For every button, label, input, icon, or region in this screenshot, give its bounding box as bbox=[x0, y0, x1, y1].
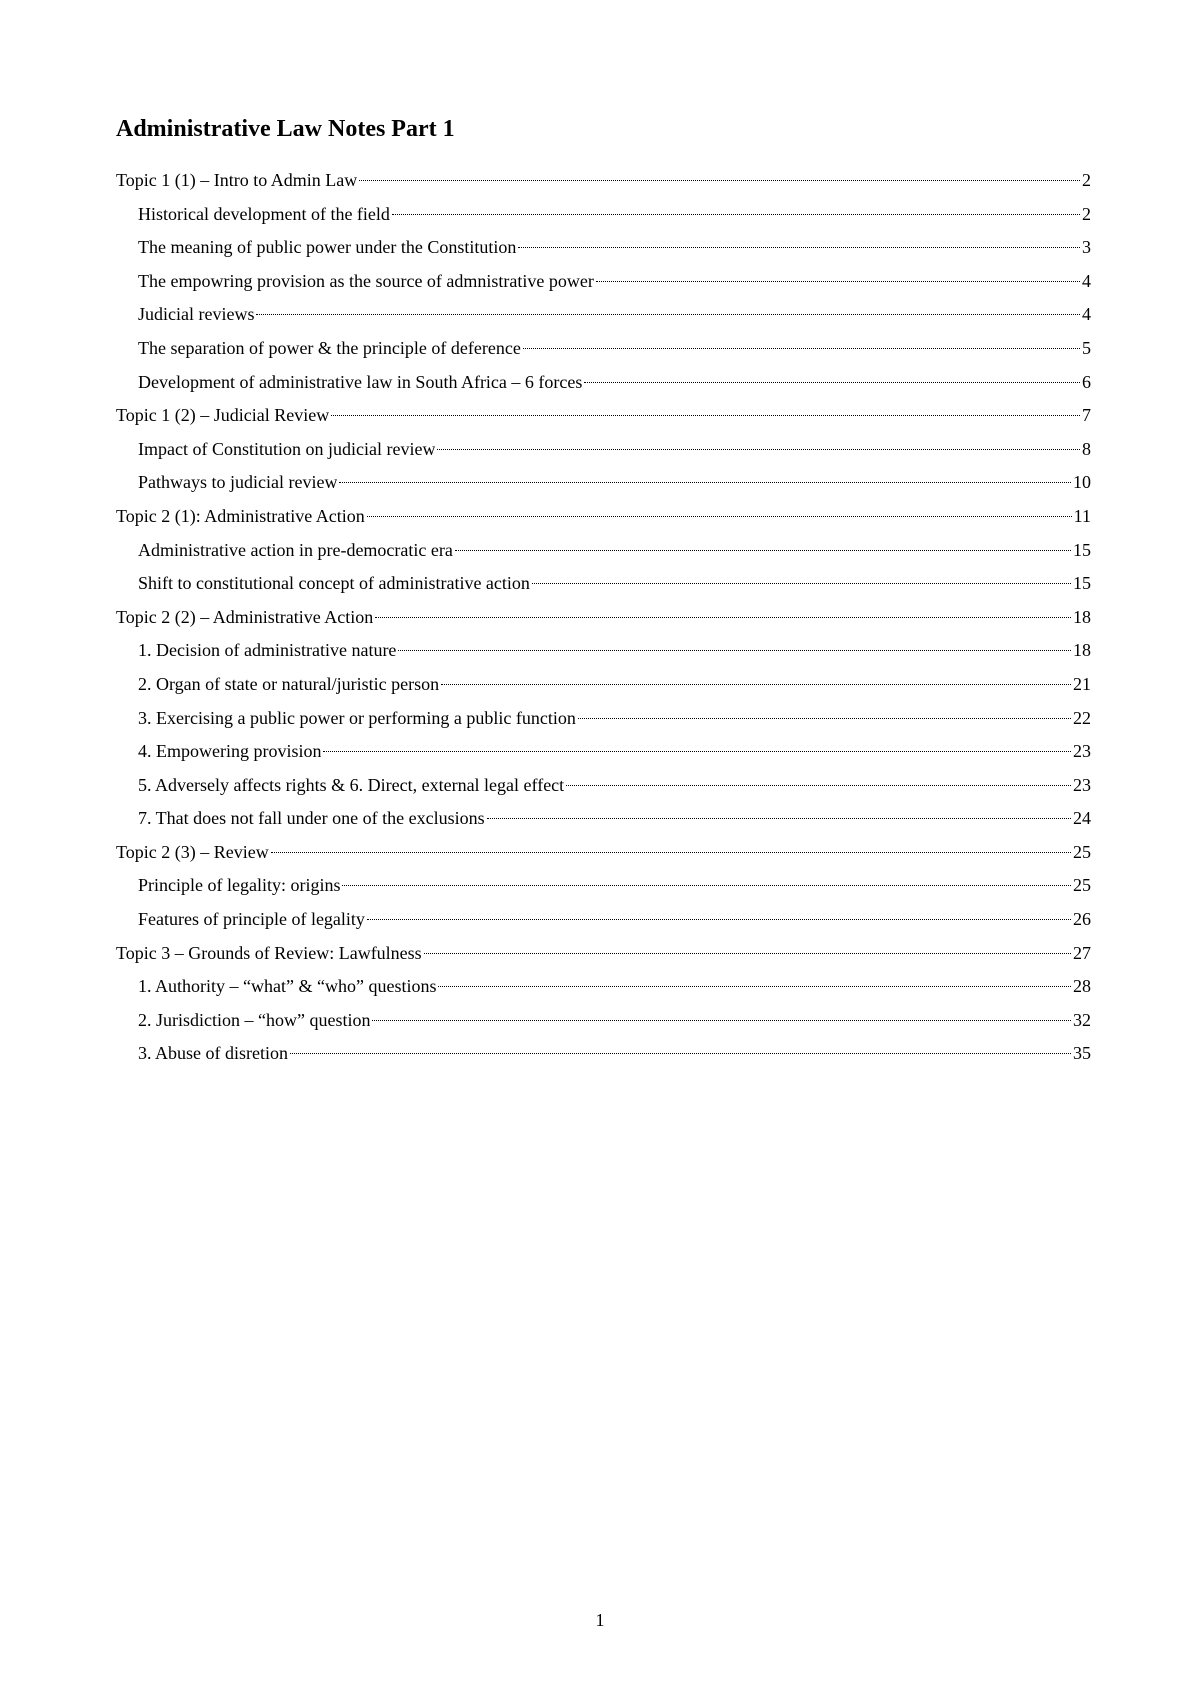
toc-subtopic-entry[interactable] bbox=[116, 634, 1091, 668]
toc-entry-text: 3. Abuse of disretion bbox=[138, 1043, 288, 1064]
toc-entry-page-number: 18 bbox=[1073, 606, 1091, 627]
toc-subtopic-entry[interactable] bbox=[116, 802, 1091, 836]
toc-dot-leader bbox=[256, 314, 1080, 315]
toc-dot-leader bbox=[331, 415, 1080, 416]
toc-entry-text: The empowring provision as the source of admnistrative power bbox=[138, 270, 594, 291]
toc-dot-leader bbox=[424, 953, 1071, 954]
toc-entry-page-number: 2 bbox=[1082, 203, 1091, 224]
toc-entry-page-number: 2 bbox=[1082, 170, 1091, 190]
toc-subtopic-entry[interactable] bbox=[116, 534, 1091, 568]
toc-dot-leader bbox=[578, 718, 1071, 719]
toc-entry-text: 2. Organ of state or natural/juristic person bbox=[138, 673, 440, 694]
toc-dot-leader bbox=[441, 684, 1071, 685]
toc-entry-text: Topic 2 (2) – Administrative Action bbox=[116, 606, 374, 627]
toc-entry-page-number: 4 bbox=[1082, 304, 1091, 325]
toc-entry-text: 1. Authority – “what” & “who” questions bbox=[138, 976, 437, 997]
toc-dot-leader bbox=[596, 281, 1080, 282]
toc-entry-text: Topic 2 (1): Administrative Action bbox=[116, 505, 365, 526]
toc-topic-entry[interactable] bbox=[116, 601, 1091, 635]
toc-subtopic-entry[interactable] bbox=[116, 903, 1091, 937]
toc-subtopic-entry[interactable] bbox=[116, 567, 1091, 601]
toc-entry-page-number: 15 bbox=[1073, 573, 1091, 594]
toc-dot-leader bbox=[323, 751, 1071, 752]
toc-entry-page-number: 25 bbox=[1073, 841, 1091, 862]
toc-entry-page-number: 8 bbox=[1082, 438, 1091, 459]
toc-dot-leader bbox=[271, 852, 1071, 853]
toc-entry-text: Principle of legality: origins bbox=[138, 875, 341, 896]
toc-entry-text: Pathways to judicial review bbox=[138, 472, 338, 493]
toc-entry-text: Administrative action in pre-democratic era bbox=[138, 539, 453, 560]
toc-entry-page-number: 15 bbox=[1073, 539, 1091, 560]
toc-entry-page-number: 26 bbox=[1073, 909, 1091, 930]
toc-topic-entry[interactable] bbox=[116, 500, 1091, 534]
toc-dot-leader bbox=[392, 214, 1080, 215]
toc-dot-leader bbox=[532, 583, 1071, 584]
toc-entry-page-number: 28 bbox=[1073, 976, 1091, 997]
toc-dot-leader bbox=[584, 382, 1080, 383]
toc-entry-text: 7. That does not fall under one of the exclusions bbox=[138, 808, 485, 829]
toc-entry-text: Development of administrative law in South Africa – 6 forces bbox=[138, 371, 583, 392]
toc-entry-text: The separation of power & the principle of deference bbox=[138, 337, 521, 358]
toc-dot-leader bbox=[342, 885, 1071, 886]
table-of-contents bbox=[116, 164, 1091, 1071]
page-number: 1 bbox=[595, 1610, 605, 1630]
toc-entry-text: 1. Decision of administrative nature bbox=[138, 640, 397, 661]
toc-entry-text: Topic 1 (1) – Intro to Admin Law bbox=[116, 170, 358, 190]
toc-entry-text: Historical development of the field bbox=[138, 203, 390, 224]
toc-entry-page-number: 23 bbox=[1073, 741, 1091, 762]
toc-subtopic-entry[interactable] bbox=[116, 198, 1091, 232]
toc-subtopic-entry[interactable] bbox=[116, 265, 1091, 299]
toc-entry-page-number: 10 bbox=[1073, 472, 1091, 493]
toc-entry-text: Features of principle of legality bbox=[138, 909, 365, 930]
toc-subtopic-entry[interactable] bbox=[116, 466, 1091, 500]
toc-entry-text: 5. Adversely affects rights & 6. Direct, external legal effect bbox=[138, 774, 565, 795]
toc-subtopic-entry[interactable] bbox=[116, 433, 1091, 467]
toc-entry-page-number: 23 bbox=[1073, 774, 1091, 795]
toc-dot-leader bbox=[339, 482, 1071, 483]
toc-topic-entry[interactable] bbox=[116, 937, 1091, 971]
toc-entry-text: Shift to constitutional concept of administrative action bbox=[138, 573, 530, 594]
toc-subtopic-entry[interactable] bbox=[116, 231, 1091, 265]
toc-dot-leader bbox=[359, 180, 1080, 181]
toc-entry-page-number: 5 bbox=[1082, 337, 1091, 358]
toc-dot-leader bbox=[487, 818, 1071, 819]
toc-entry-page-number: 7 bbox=[1082, 405, 1091, 426]
toc-subtopic-entry[interactable] bbox=[116, 1037, 1091, 1071]
toc-topic-entry[interactable] bbox=[116, 836, 1091, 870]
toc-dot-leader bbox=[290, 1053, 1071, 1054]
toc-subtopic-entry[interactable] bbox=[116, 366, 1091, 400]
toc-subtopic-entry[interactable] bbox=[116, 769, 1091, 803]
toc-topic-entry[interactable] bbox=[116, 164, 1091, 198]
toc-entry-page-number: 18 bbox=[1073, 640, 1091, 661]
toc-entry-page-number: 6 bbox=[1082, 371, 1091, 392]
toc-dot-leader bbox=[372, 1020, 1071, 1021]
toc-entry-page-number: 3 bbox=[1082, 237, 1091, 258]
toc-entry-text: Impact of Constitution on judicial review bbox=[138, 438, 436, 459]
toc-dot-leader bbox=[437, 449, 1080, 450]
toc-entry-page-number: 25 bbox=[1073, 875, 1091, 896]
toc-entry-page-number: 24 bbox=[1073, 808, 1091, 829]
toc-subtopic-entry[interactable] bbox=[116, 298, 1091, 332]
toc-entry-page-number: 32 bbox=[1073, 1009, 1091, 1030]
toc-entry-text: Topic 1 (2) – Judicial Review bbox=[116, 405, 330, 426]
toc-dot-leader bbox=[367, 516, 1072, 517]
toc-subtopic-entry[interactable] bbox=[116, 702, 1091, 736]
toc-dot-leader bbox=[438, 986, 1071, 987]
toc-subtopic-entry[interactable] bbox=[116, 668, 1091, 702]
toc-topic-entry[interactable] bbox=[116, 399, 1091, 433]
toc-entry-text: The meaning of public power under the Constitution bbox=[138, 237, 517, 258]
toc-dot-leader bbox=[375, 617, 1071, 618]
toc-dot-leader bbox=[367, 919, 1071, 920]
toc-entry-text: Topic 2 (3) – Review bbox=[116, 841, 269, 862]
document-title: Administrative Law Notes Part 1 bbox=[116, 116, 455, 142]
toc-entry-text: 2. Jurisdiction – “how” question bbox=[138, 1009, 371, 1030]
toc-entry-page-number: 27 bbox=[1073, 942, 1091, 963]
toc-subtopic-entry[interactable] bbox=[116, 970, 1091, 1004]
toc-entry-page-number: 21 bbox=[1073, 673, 1091, 694]
toc-entry-text: Judicial reviews bbox=[138, 304, 255, 325]
toc-entry-text: Topic 3 – Grounds of Review: Lawfulness bbox=[116, 942, 422, 963]
toc-dot-leader bbox=[518, 247, 1080, 248]
toc-dot-leader bbox=[398, 650, 1071, 651]
toc-dot-leader bbox=[566, 785, 1071, 786]
toc-subtopic-entry[interactable] bbox=[116, 735, 1091, 769]
toc-entry-page-number: 4 bbox=[1082, 270, 1091, 291]
toc-subtopic-entry[interactable] bbox=[116, 869, 1091, 903]
toc-subtopic-entry[interactable] bbox=[116, 332, 1091, 366]
toc-entry-page-number: 35 bbox=[1073, 1043, 1091, 1064]
toc-entry-text: 3. Exercising a public power or performing a public function bbox=[138, 707, 576, 728]
toc-entry-page-number: 22 bbox=[1073, 707, 1091, 728]
toc-entry-page-number: 11 bbox=[1073, 505, 1091, 526]
toc-subtopic-entry[interactable] bbox=[116, 1004, 1091, 1038]
toc-dot-leader bbox=[523, 348, 1080, 349]
toc-entry-text: 4. Empowering provision bbox=[138, 741, 322, 762]
toc-dot-leader bbox=[455, 550, 1071, 551]
